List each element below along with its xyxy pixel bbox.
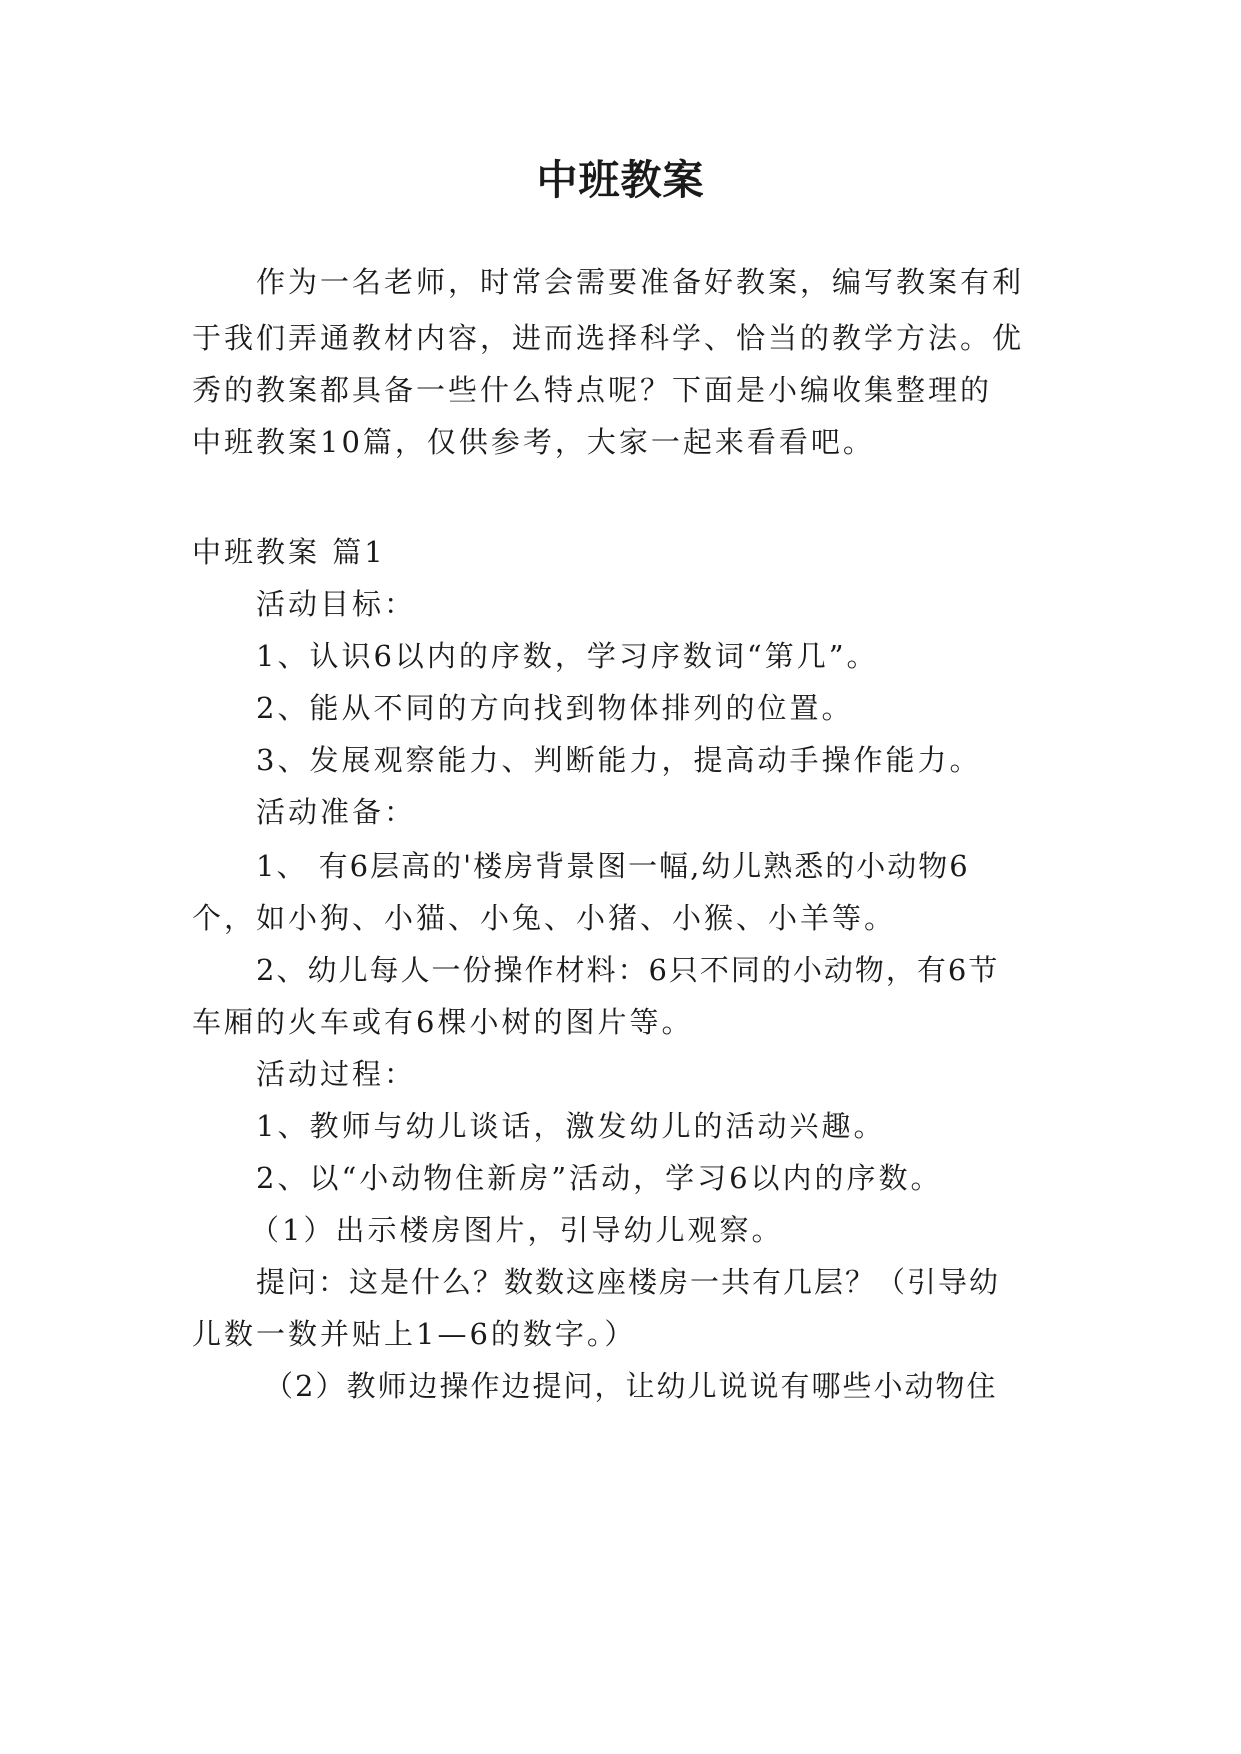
body-line: 个，如小狗、小猫、小兔、小猪、小猴、小羊等。	[192, 901, 897, 935]
body-line: （1）出示楼房图片，引导幼儿观察。	[250, 1213, 784, 1247]
body-line: 2、能从不同的方向找到物体排列的位置。	[256, 691, 854, 725]
body-line: 1、 有6层高的'楼房背景图一幅,幼儿熟悉的小动物6	[256, 849, 970, 883]
body-line: 1、教师与幼儿谈话，激发幼儿的活动兴趣。	[256, 1109, 886, 1143]
document-title: 中班教案	[536, 156, 705, 204]
body-line: 车厢的火车或有6棵小树的图片等。	[192, 1005, 694, 1039]
body-line: 活动准备：	[256, 795, 417, 829]
body-line: 儿数一数并贴上1—6的数字。）	[192, 1317, 637, 1351]
body-line: 活动目标：	[256, 587, 417, 621]
intro-line: 秀的教案都具备一些什么特点呢？下面是小编收集整理的	[192, 373, 993, 407]
intro-line: 于我们弄通教材内容，进而选择科学、恰当的教学方法。优	[192, 321, 1025, 355]
body-line: 3、发展观察能力、判断能力，提高动手操作能力。	[256, 743, 982, 777]
body-line: 1、认识6以内的序数，学习序数词“第几”。	[256, 639, 879, 673]
body-line: （2）教师边操作边提问，让幼儿说说有哪些小动物住	[264, 1369, 998, 1403]
body-line: 活动过程：	[256, 1057, 417, 1091]
intro-line: 作为一名老师，时常会需要准备好教案，编写教案有利	[256, 265, 1025, 299]
section-heading: 中班教案 篇1	[192, 535, 386, 569]
body-line: 2、幼儿每人一份操作材料：6只不同的小动物，有6节	[256, 953, 1000, 987]
intro-line: 中班教案10篇，仅供参考，大家一起来看看吧。	[192, 425, 875, 459]
body-line: 提问：这是什么？数数这座楼房一共有几层？（引导幼	[256, 1265, 1001, 1299]
body-line: 2、以“小动物住新房”活动，学习6以内的序数。	[256, 1161, 943, 1195]
